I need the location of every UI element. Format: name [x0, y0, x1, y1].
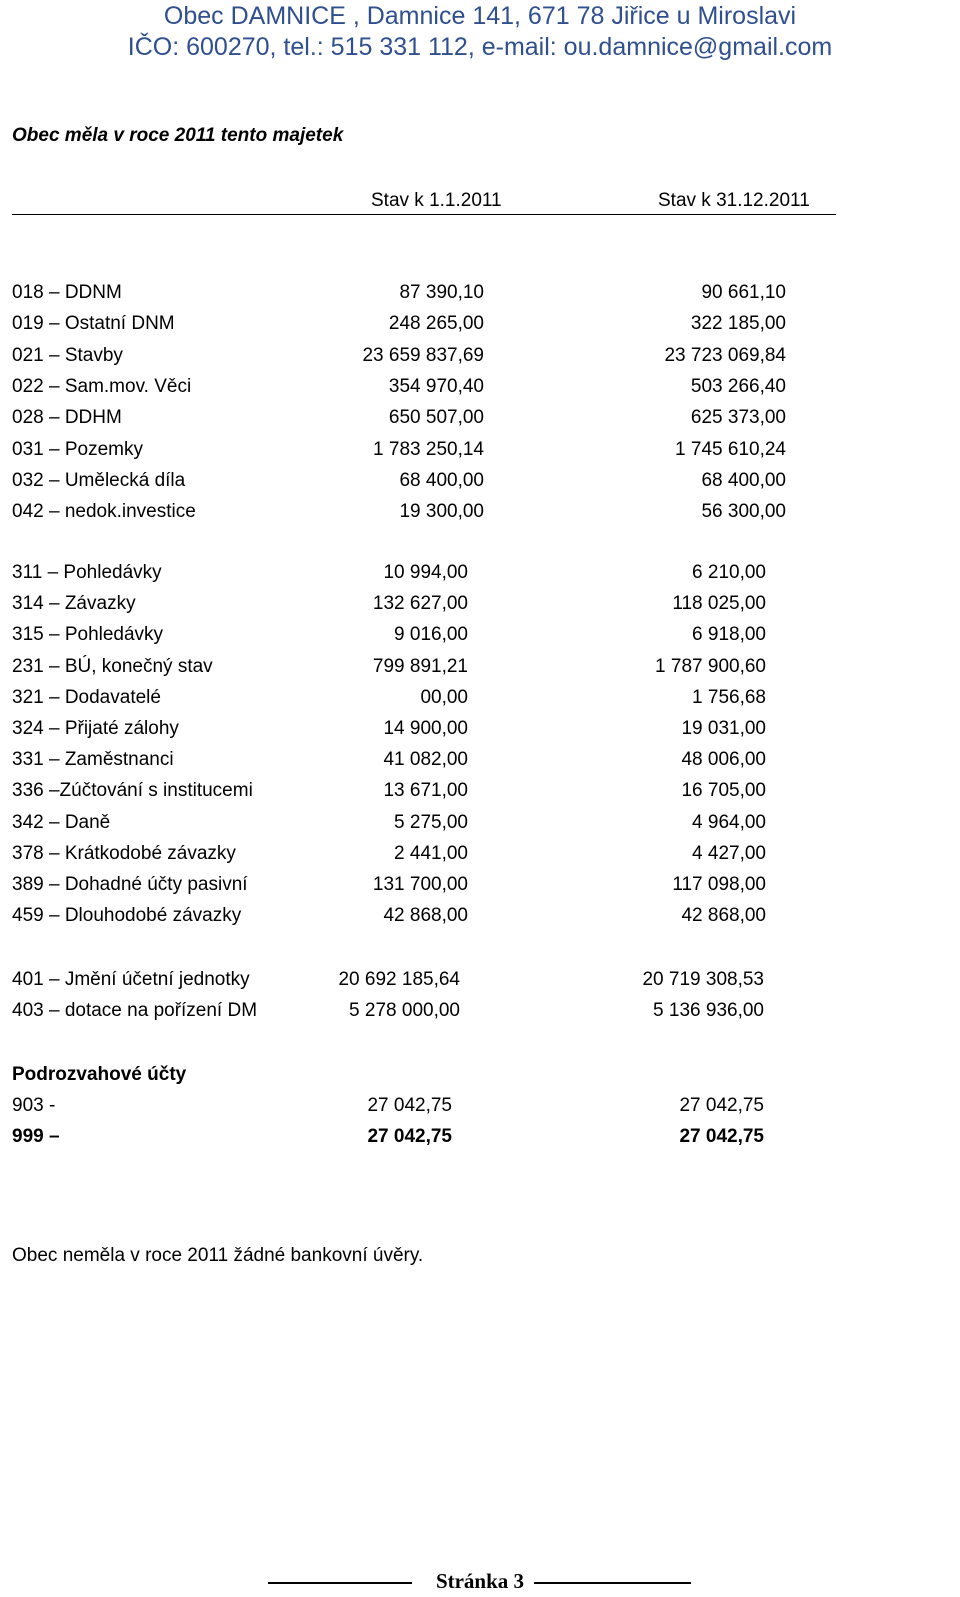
value-start: 13 671,00 [383, 780, 468, 801]
table-row [0, 310, 960, 338]
table-row [0, 436, 960, 464]
value-end: 56 300,00 [701, 501, 786, 522]
table-row [0, 715, 960, 743]
account-label: 028 – DDHM [12, 407, 122, 428]
value-end: 118 025,00 [672, 593, 766, 614]
account-label: 324 – Přijaté zálohy [12, 718, 179, 739]
table-row [0, 498, 960, 526]
value-end: 322 185,00 [690, 313, 786, 334]
table-row [0, 559, 960, 587]
account-label: 231 – BÚ, konečný stav [12, 656, 213, 677]
table-row [0, 342, 960, 370]
off-balance-title [0, 1061, 960, 1089]
account-label: 021 – Stavby [12, 345, 123, 366]
account-label: 401 – Jmění účetní jednotky [12, 969, 250, 990]
value-start: 248 265,00 [388, 313, 484, 334]
table-row [0, 871, 960, 899]
value-end: 48 006,00 [681, 749, 766, 770]
table-row [0, 467, 960, 495]
value-end: 5 136 936,00 [653, 1000, 764, 1021]
account-label: 031 – Pozemky [12, 439, 143, 460]
value-start: 5 275,00 [394, 812, 468, 833]
account-label: 042 – nedok.investice [12, 501, 196, 522]
table-row [0, 840, 960, 868]
account-label: 311 – Pohledávky [12, 562, 162, 583]
account-label: 389 – Dohadné účty pasivní [12, 874, 248, 895]
table-row [0, 373, 960, 401]
account-label: 903 - [12, 1095, 56, 1116]
value-end: 23 723 069,84 [664, 345, 786, 366]
value-start: 00,00 [420, 687, 468, 708]
value-end: 4 427,00 [692, 843, 766, 864]
header-line-2: IČO: 600270, tel.: 515 331 112, e-mail: ou.damnice@gmail.com [127, 33, 833, 61]
header-line-1: Obec DAMNICE , Damnice 141, 671 78 Jiřice u Miroslavi [163, 2, 797, 30]
account-label: 999 – [12, 1126, 60, 1147]
value-start: 131 700,00 [372, 874, 468, 895]
account-label: 459 – Dlouhodobé závazky [12, 905, 242, 926]
table-row [0, 279, 960, 307]
value-start: 42 868,00 [383, 905, 468, 926]
value-start: 20 692 185,64 [338, 969, 460, 990]
value-start: 354 970,40 [388, 376, 484, 397]
value-start: 27 042,75 [367, 1126, 452, 1147]
table-row [0, 902, 960, 930]
value-start: 27 042,75 [367, 1095, 452, 1116]
value-end: 6 918,00 [692, 624, 766, 645]
value-end: 1 745 610,24 [675, 439, 786, 460]
value-start: 41 082,00 [383, 749, 468, 770]
table-row [0, 590, 960, 618]
column-header-start: Stav k 1.1.2011 [371, 190, 502, 211]
table-row [0, 809, 960, 837]
value-start: 19 300,00 [399, 501, 484, 522]
table-row [0, 404, 960, 432]
account-label: 022 – Sam.mov. Věci [12, 376, 192, 397]
value-end: 19 031,00 [681, 718, 766, 739]
column-header-row [12, 186, 836, 215]
value-start: 10 994,00 [383, 562, 468, 583]
account-label: 315 – Pohledávky [12, 624, 164, 645]
account-label: 314 – Závazky [12, 593, 136, 614]
account-label: 336 –Zúčtování s institucemi [12, 780, 253, 801]
value-end: 27 042,75 [679, 1095, 764, 1116]
value-end: 6 210,00 [692, 562, 766, 583]
value-start: 5 278 000,00 [349, 1000, 460, 1021]
account-label: 342 – Daně [12, 812, 111, 833]
page-footer [0, 1567, 960, 1595]
account-label: 032 – Umělecká díla [12, 470, 186, 491]
value-start: 68 400,00 [399, 470, 484, 491]
value-end: 1 787 900,60 [655, 656, 766, 677]
value-end: 503 266,40 [690, 376, 786, 397]
value-start: 650 507,00 [388, 407, 484, 428]
value-end: 27 042,75 [679, 1126, 764, 1147]
account-label: 378 – Krátkodobé závazky [12, 843, 236, 864]
table-row [0, 621, 960, 649]
section-title: Obec měla v roce 2011 tento majetek [12, 125, 344, 146]
value-start: 9 016,00 [394, 624, 468, 645]
value-start: 87 390,10 [399, 282, 484, 303]
value-end: 1 756,68 [692, 687, 766, 708]
off-balance-title-text: Podrozvahové účty [12, 1064, 187, 1085]
account-label: 019 – Ostatní DNM [12, 313, 175, 334]
column-header-end: Stav k 31.12.2011 [658, 190, 810, 211]
value-end: 4 964,00 [692, 812, 766, 833]
value-start: 799 891,21 [372, 656, 468, 677]
table-row [0, 777, 960, 805]
value-start: 1 783 250,14 [373, 439, 484, 460]
value-end: 42 868,00 [681, 905, 766, 926]
value-end: 90 661,10 [701, 282, 786, 303]
table-row [0, 997, 960, 1025]
account-label: 331 – Zaměstnanci [12, 749, 174, 770]
value-end: 68 400,00 [701, 470, 786, 491]
note-text: Obec neměla v roce 2011 žádné bankovní úvěry. [12, 1245, 424, 1266]
table-row [0, 653, 960, 681]
value-end: 16 705,00 [681, 780, 766, 801]
table-row [0, 1092, 960, 1120]
value-start: 23 659 837,69 [362, 345, 484, 366]
value-start: 132 627,00 [372, 593, 468, 614]
value-end: 625 373,00 [690, 407, 786, 428]
account-label: 018 – DDNM [12, 282, 122, 303]
value-start: 2 441,00 [394, 843, 468, 864]
table-row [0, 966, 960, 994]
account-label: 403 – dotace na pořízení DM [12, 1000, 258, 1021]
account-label: 321 – Dodavatelé [12, 687, 161, 708]
table-row [0, 746, 960, 774]
table-row [0, 684, 960, 712]
value-start: 14 900,00 [383, 718, 468, 739]
value-end: 20 719 308,53 [642, 969, 764, 990]
page-number: Stránka 3 [430, 1569, 530, 1593]
table-row [0, 1123, 960, 1151]
value-end: 117 098,00 [672, 874, 766, 895]
